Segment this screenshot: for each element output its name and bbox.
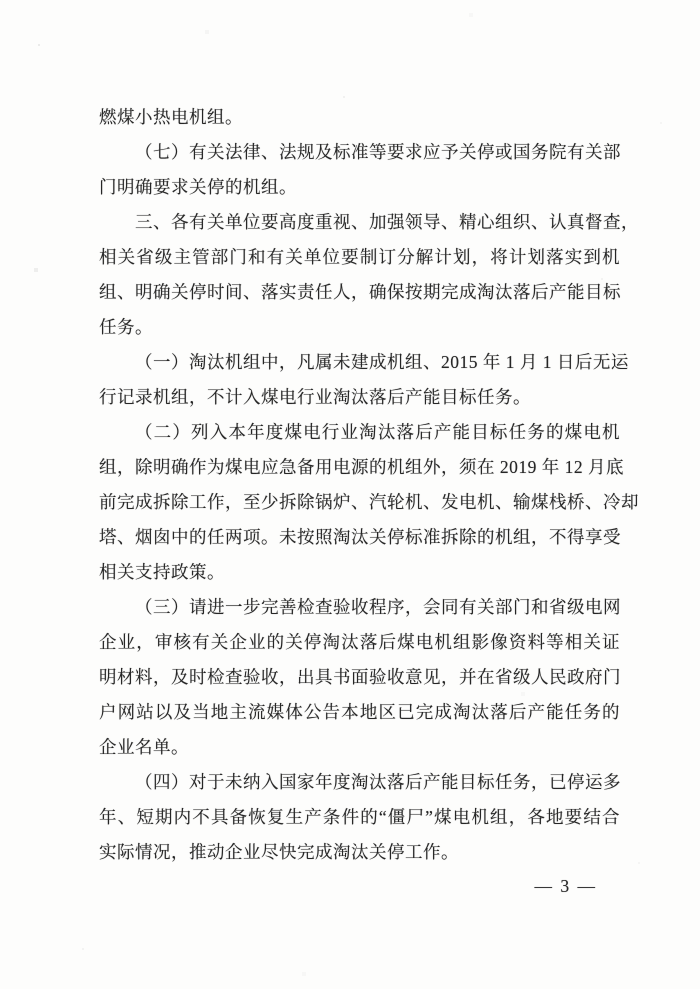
- text-line: 明材料，及时检查验收，出具书面验收意见，并在省级人民政府门: [99, 667, 621, 687]
- text-line: （三）请进一步完善检查验收程序，会同有关部门和省级电网: [135, 597, 621, 617]
- text-line: 年、短期内不具备恢复生产条件的“僵尸”煤电机组，各地要结合: [99, 807, 620, 827]
- text-line: 前完成拆除工作，至少拆除锅炉、汽轮机、发电机、输煤栈桥、冷却: [99, 492, 639, 512]
- text-line: 行记录机组，不计入煤电行业淘汰落后产能目标任务。: [99, 387, 531, 407]
- scan-noise: [0, 0, 2, 2]
- text-line: （四）对于未纳入国家年度淘汰落后产能目标任务，已停运多: [135, 772, 621, 792]
- text-line: 企业，审核有关企业的关停淘汰落后煤电机组影像资料等相关证: [99, 632, 620, 652]
- text-line: 燃煤小热电机组。: [99, 107, 243, 127]
- text-line: 相关支持政策。: [99, 562, 225, 582]
- text-line: 塔、烟囱中的任两项。未按照淘汰关停标准拆除的机组，不得享受: [99, 527, 621, 547]
- text-line: 企业名单。: [99, 737, 189, 757]
- text-line: 户网站以及当地主流媒体公告本地区已完成淘汰落后产能任务的: [99, 702, 620, 722]
- text-line: （一）淘汰机组中，凡属未建成机组、2015 年 1 月 1 日后无运: [135, 352, 629, 372]
- page-number: — 3 —: [534, 876, 597, 896]
- text-line: 组，除明确作为煤电应急备用电源的机组外，须在 2019 年 12 月底: [99, 457, 624, 477]
- text-line: 门明确要求关停的机组。: [99, 177, 297, 197]
- text-line: 相关省级主管部门和有关单位要制订分解计划，将计划落实到机: [99, 247, 620, 267]
- text-line: （七）有关法律、法规及标准等要求应予关停或国务院有关部: [135, 142, 621, 162]
- text-line: （二）列入本年度煤电行业淘汰落后产能目标任务的煤电机: [135, 422, 620, 442]
- text-line: 实际情况，推动企业尽快完成淘汰关停工作。: [99, 842, 459, 862]
- text-line: 组、明确关停时间、落实责任人，确保按期完成淘汰落后产能目标: [99, 282, 621, 302]
- text-line: 三、各有关单位要高度重视、加强领导、精心组织、认真督查，: [135, 212, 639, 232]
- document-body: [99, 100, 639, 870]
- text-line: 任务。: [99, 317, 153, 337]
